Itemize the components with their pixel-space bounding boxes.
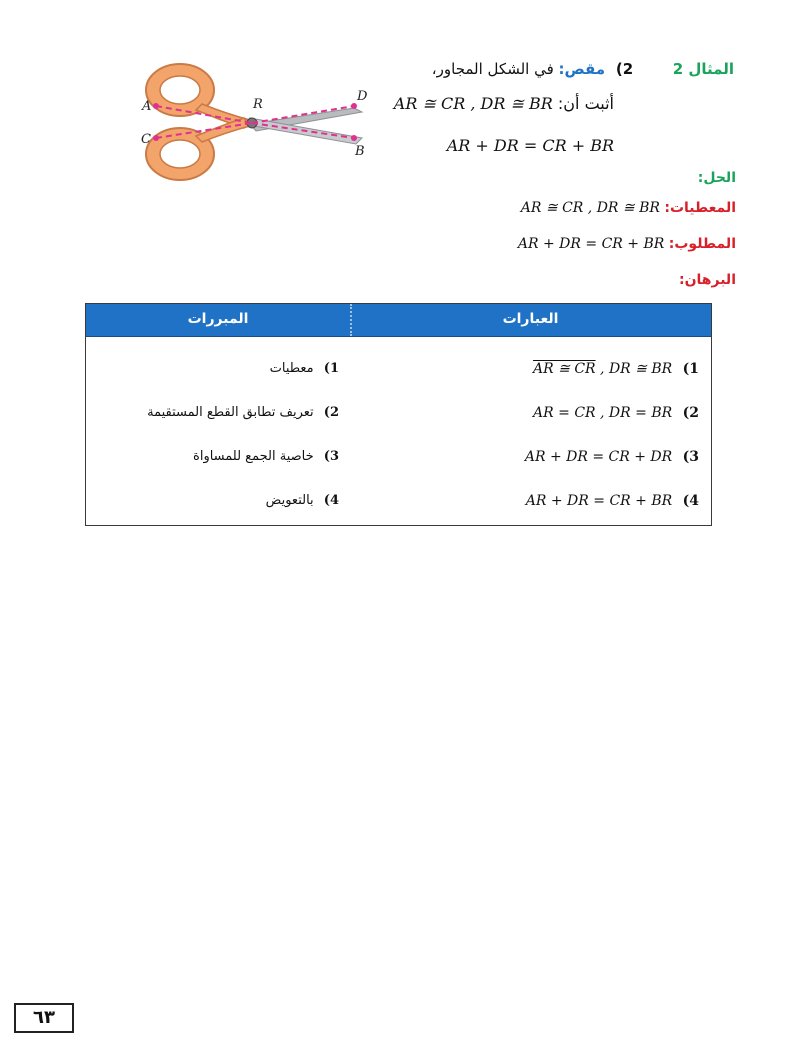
given-b: DR ≅ BR: [596, 200, 660, 216]
proof-table: [85, 303, 712, 526]
prove-equation: [447, 136, 614, 155]
reason-text: بالتعويض: [265, 493, 314, 508]
row-number: 3): [323, 449, 339, 464]
statement-math: AR + DR = CR + DR: [524, 449, 673, 465]
table-row: [86, 435, 711, 479]
lower-handle: [146, 118, 250, 180]
statement-math: AR = CR , DR = BR: [533, 405, 673, 421]
given-label: المعطيات:: [664, 200, 736, 216]
header-statements: العبارات: [502, 311, 559, 327]
point-B-dot: [351, 135, 357, 141]
given-math: AR ≅ CR , DR ≅ BR: [520, 200, 660, 216]
statement-cell: [525, 435, 699, 479]
prove-prefix: أثبت أن:: [557, 94, 614, 113]
table-header: [86, 304, 711, 337]
statement-math: AR ≅ CR , DR ≅ BR: [533, 361, 673, 377]
given-a: AR ≅ CR: [520, 200, 584, 216]
reason-text: معطيات: [269, 361, 314, 376]
proof-label: البرهان:: [679, 272, 736, 288]
reason-cell: [266, 479, 339, 523]
example-header: [432, 60, 734, 78]
table-row: [86, 479, 711, 523]
example-label: المثال 2: [672, 60, 734, 78]
row-number: 2): [323, 405, 339, 420]
item-number: 2): [615, 60, 634, 78]
prove-equation-math: AR + DR = CR + BR: [446, 136, 614, 155]
statement-math: AR + DR = CR + BR: [525, 493, 673, 509]
row-number: 3): [682, 449, 699, 465]
label-C: C: [141, 132, 151, 147]
reason-cell: [147, 391, 339, 435]
row-number: 2): [682, 405, 699, 421]
reason-cell: [193, 435, 339, 479]
reason-text: تعريف تطابق القطع المستقيمة: [147, 405, 314, 420]
label-D: D: [357, 89, 368, 104]
label-B: B: [355, 144, 365, 159]
row-number: 1): [682, 361, 699, 377]
page-number: ٦٣: [14, 1003, 74, 1033]
row-number: 1): [323, 361, 339, 376]
statement-cell: [526, 479, 699, 523]
upper-handle: [146, 64, 250, 128]
solution-label: الحل:: [697, 170, 736, 186]
header-divider: [350, 304, 352, 336]
given-line: [521, 200, 736, 216]
required-line: [518, 236, 736, 252]
prove-math-b: DR ≅ BR: [480, 94, 553, 113]
statement-cell: [533, 347, 699, 391]
stmt-a: AR ≅ CR: [533, 361, 596, 377]
statement-cell: [533, 391, 699, 435]
point-C-dot: [153, 135, 159, 141]
label-A: A: [142, 99, 152, 114]
header-reasons: المبررات: [187, 311, 249, 327]
scissors-figure: [132, 56, 380, 186]
point-A-dot: [153, 103, 159, 109]
example-title: مقص:: [558, 60, 606, 78]
stmt-b: DR ≅ BR: [608, 361, 673, 377]
prove-math-a: AR ≅ CR: [393, 94, 466, 113]
reason-cell: [270, 347, 339, 391]
table-row: [86, 347, 711, 391]
prove-math: AR ≅ CR , DR ≅ BR: [393, 94, 553, 113]
row-number: 4): [323, 493, 339, 508]
table-row: [86, 391, 711, 435]
label-R: R: [253, 97, 263, 112]
example-intro: في الشكل المجاور،: [431, 60, 554, 78]
required-math: AR + DR = CR + BR: [517, 236, 665, 252]
prove-line: [394, 94, 614, 113]
reason-text: خاصية الجمع للمساواة: [193, 449, 314, 464]
row-number: 4): [682, 493, 699, 509]
required-label: المطلوب:: [668, 236, 736, 252]
